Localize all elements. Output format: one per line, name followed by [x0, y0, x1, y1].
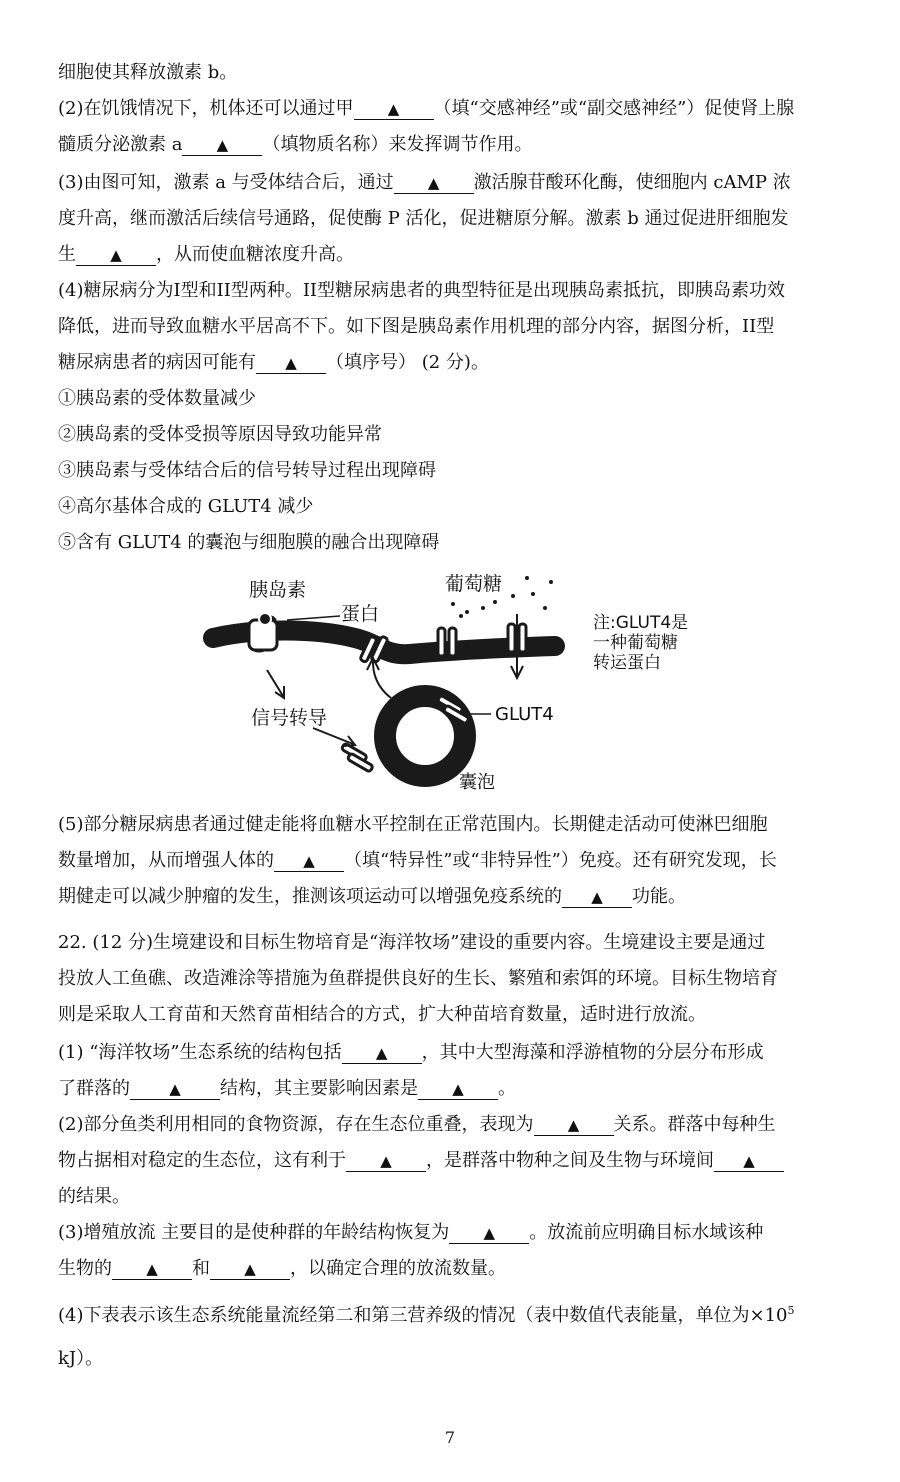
text-line: [58, 848, 860, 874]
answer-blank[interactable]: ▲: [76, 245, 156, 266]
text: （填“交感神经”或“副交感神经”）促使肾上腺: [433, 98, 795, 119]
insulin-label: 胰岛素: [249, 579, 307, 601]
text: (4)下表表示该生态系统能量流经第二和第三营养级的情况（表中数值代表能量，单位为×10: [58, 1305, 788, 1326]
text: 细胞使其释放激素 b。: [58, 62, 238, 83]
text: (2)在饥饿情况下，机体还可以通过甲: [58, 98, 354, 119]
text: 期健走可以减少肿瘤的发生，推测该项运动可以增强免疫系统的: [58, 886, 562, 907]
text: (3)增殖放流 主要目的是使种群的年龄结构恢复为: [58, 1222, 450, 1243]
text: 生: [58, 244, 76, 265]
text-line: [58, 1256, 860, 1282]
text: ⑤含有 GLUT4 的囊泡与细胞膜的融合出现障碍: [58, 532, 440, 553]
text: （填序号） (2 分)。: [326, 352, 489, 373]
fusion-arrow: [373, 662, 391, 698]
answer-blank[interactable]: ▲: [714, 1151, 784, 1172]
text: (5)部分糖尿病患者通过健走能将血糖水平控制在正常范围内。长期健走活动可使淋巴细胞: [58, 814, 768, 835]
answer-blank[interactable]: ▲: [418, 1079, 498, 1100]
text: ，从而使血糖浓度升高。: [156, 244, 354, 265]
text-line: [58, 884, 860, 910]
text: (2)部分鱼类利用相同的食物资源，存在生态位重叠，表现为: [58, 1114, 534, 1135]
glut4-label: GLUT4: [495, 704, 554, 725]
protein-label: 蛋白: [341, 603, 380, 625]
text: 关系。群落中每种生: [613, 1114, 776, 1135]
text: 结构，其主要影响因素是: [220, 1078, 418, 1099]
option-3: [58, 458, 860, 484]
text: (4)糖尿病分为I型和II型两种。II型糖尿病患者的典型特征是出现胰岛素抵抗，即胰岛素功效: [58, 280, 786, 301]
note-line: 注:GLUT4是: [593, 613, 689, 633]
text: 激活腺苷酸环化酶，使细胞内 cAMP 浓: [473, 172, 791, 193]
text: ②胰岛素的受体受损等原因导致功能异常: [58, 424, 382, 445]
question-21-2: [58, 96, 860, 122]
question-22-2: [58, 1112, 860, 1138]
text: 生物的: [58, 1258, 112, 1279]
answer-blank[interactable]: ▲: [534, 1115, 614, 1136]
text-line: [58, 1076, 860, 1102]
option-4: [58, 494, 860, 520]
text: 度升高，继而激活后续信号通路，促使酶 P 活化，促进糖原分解。激素 b 通过促进肝细胞发: [58, 208, 789, 229]
text-line: [58, 1148, 860, 1174]
text-line: [58, 350, 860, 376]
text: ④高尔基体合成的 GLUT4 减少: [58, 496, 314, 517]
vesicle-label: 囊泡: [459, 772, 495, 793]
text-line: [58, 1346, 860, 1372]
text-line: [58, 314, 860, 340]
insulin-mechanism-diagram: [195, 566, 735, 806]
answer-blank[interactable]: ▲: [562, 887, 632, 908]
text: 和: [192, 1258, 210, 1279]
text-line: [58, 206, 860, 232]
signal-transduction-label: 信号转导: [251, 707, 328, 729]
text: （填“特异性”或“非特异性”）免疫。还有研究发现，长: [344, 850, 777, 871]
page-number: 7: [444, 1428, 456, 1447]
text: 则是采取人工育苗和天然育苗相结合的方式，扩大种苗培育数量，适时进行放流。: [58, 1004, 706, 1025]
answer-blank[interactable]: ▲: [112, 1259, 192, 1280]
text: ，是群落中物种之间及生物与环境间: [426, 1150, 714, 1171]
answer-blank[interactable]: ▲: [274, 851, 344, 872]
question-22-1: [58, 1040, 860, 1066]
text-line: [58, 1184, 860, 1210]
text: （填物质名称）来发挥调节作用。: [262, 134, 533, 155]
note-line: 一种葡萄糖: [593, 633, 678, 653]
text: 数量增加，从而增强人体的: [58, 850, 274, 871]
answer-blank[interactable]: ▲: [256, 353, 326, 374]
note-line: 转运蛋白: [593, 653, 661, 673]
text: (1) “海洋牧场”生态系统的结构包括: [58, 1042, 342, 1063]
text: 降低，进而导致血糖水平居高不下。如下图是胰岛素作用机理的部分内容，据图分析，II型: [58, 316, 775, 337]
answer-blank[interactable]: ▲: [449, 1223, 529, 1244]
glucose-label: 葡萄糖: [445, 573, 503, 595]
option-5: [58, 530, 860, 556]
question-22-3: [58, 1220, 860, 1246]
answer-blank[interactable]: ▲: [394, 173, 474, 194]
question-21-4: [58, 278, 860, 304]
answer-blank[interactable]: ▲: [342, 1043, 422, 1064]
text: 。: [498, 1078, 516, 1099]
text-line: [58, 242, 860, 268]
question-22: [58, 930, 860, 956]
option-1: [58, 386, 860, 412]
text: kJ）。: [58, 1348, 104, 1369]
text: 髓质分泌激素 a: [58, 134, 183, 155]
text: 物占据相对稳定的生态位，这有利于: [58, 1150, 346, 1171]
text: 功能。: [632, 886, 686, 907]
signal-arrow: [313, 728, 353, 744]
text: 糖尿病患者的病因可能有: [58, 352, 256, 373]
question-21-5: [58, 812, 860, 838]
text: 了群落的: [58, 1078, 130, 1099]
answer-blank[interactable]: ▲: [182, 135, 262, 156]
answer-blank[interactable]: ▲: [346, 1151, 426, 1172]
text-line: [58, 132, 860, 158]
answer-blank[interactable]: ▲: [130, 1079, 220, 1100]
text: 22. (12 分)生境建设和目标生物培育是“海洋牧场”建设的重要内容。生境建设主要是通过: [58, 932, 766, 953]
text: 投放人工鱼礁、改造滩涂等措施为鱼群提供良好的生长、繁殖和索饵的环境。目标生物培育: [58, 968, 778, 989]
text: ③胰岛素与受体结合后的信号转导过程出现障碍: [58, 460, 436, 481]
question-22-4: [58, 1298, 860, 1329]
text: (3)由图可知，激素 a 与受体结合后，通过: [58, 172, 394, 193]
text-line: [58, 966, 860, 992]
text: ，以确定合理的放流数量。: [290, 1258, 506, 1279]
superscript: 5: [787, 1304, 795, 1317]
text: 的结果。: [58, 1186, 130, 1207]
insulin-molecule: [259, 613, 271, 625]
answer-blank[interactable]: ▲: [210, 1259, 290, 1280]
text-line: [58, 1002, 860, 1028]
text: ，其中大型海藻和浮游植物的分层分布形成: [421, 1042, 764, 1063]
answer-blank[interactable]: ▲: [354, 99, 434, 120]
question-21-3: [58, 170, 860, 196]
text-line: [58, 60, 860, 86]
text: ①胰岛素的受体数量减少: [58, 388, 256, 409]
text: 。放流前应明确目标水域该种: [529, 1222, 764, 1243]
option-2: [58, 422, 860, 448]
